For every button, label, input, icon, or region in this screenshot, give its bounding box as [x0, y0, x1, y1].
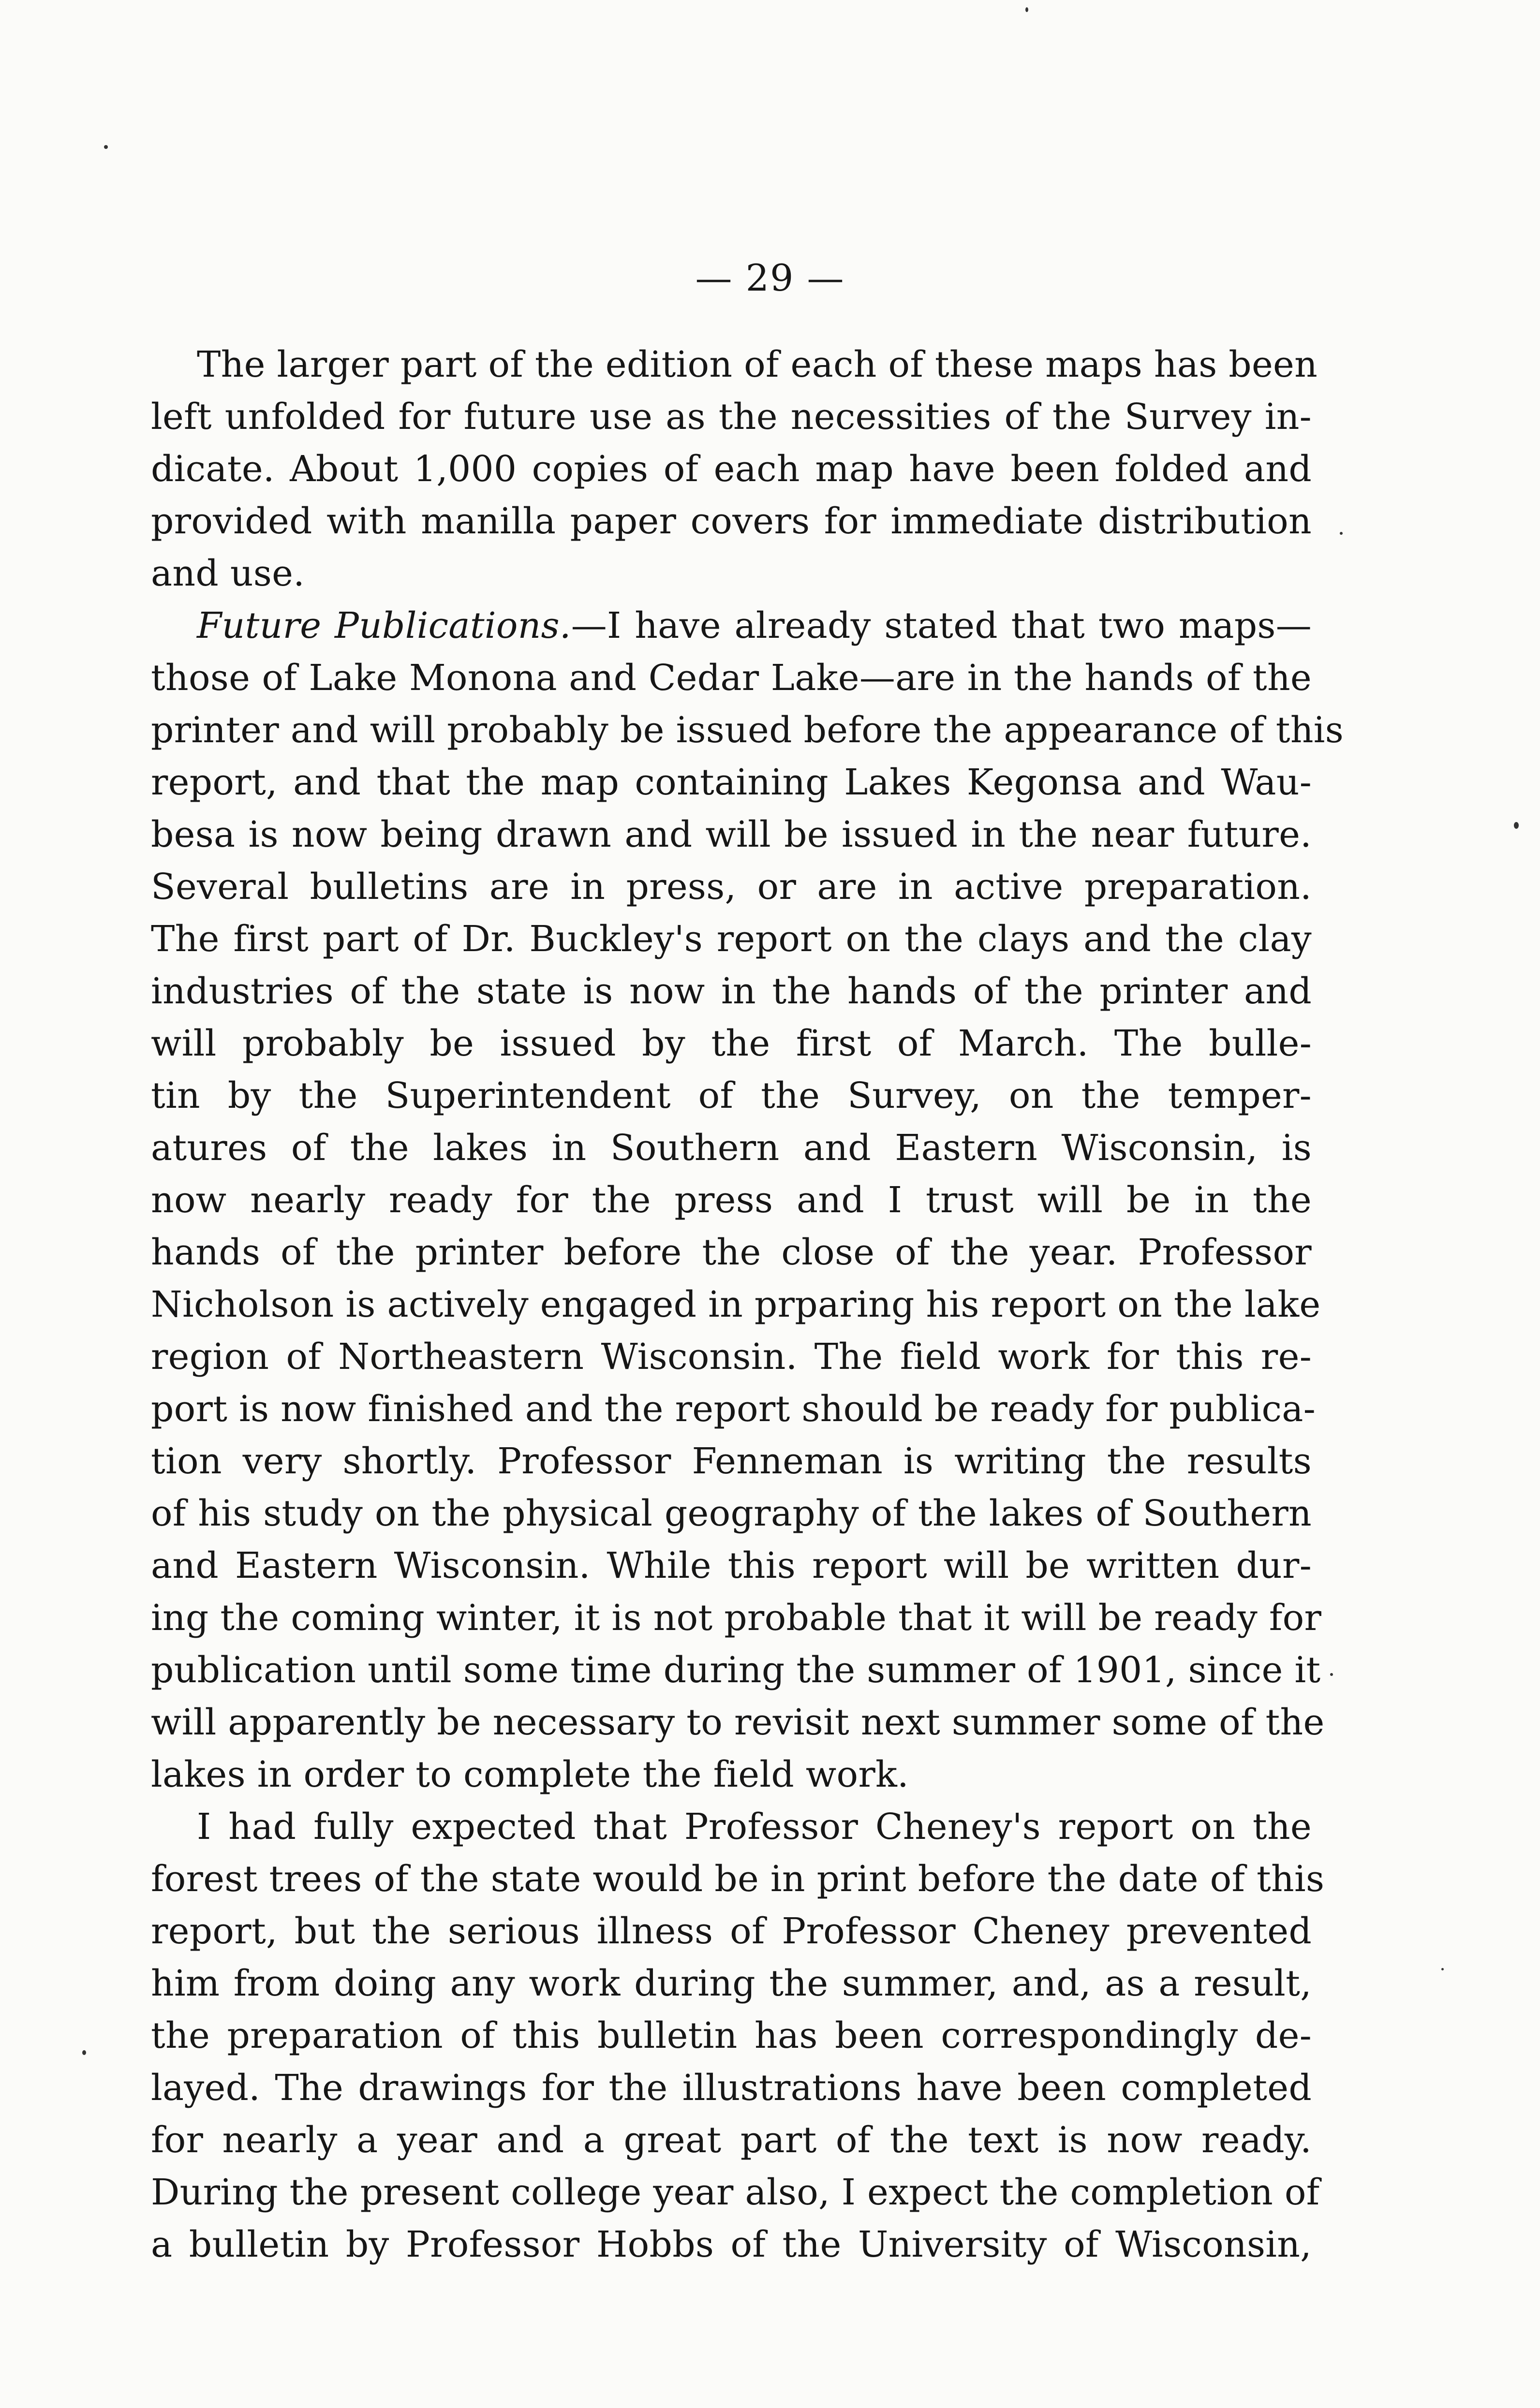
text-line [151, 443, 1312, 495]
line-text: lakes in order to complete the field work. [151, 1754, 909, 1795]
text-line [151, 495, 1312, 547]
line-text: hands of the printer before the close of the year. Professor [151, 1232, 1312, 1273]
line-text: will probably be issued by the first of March. The bulle- [151, 1023, 1312, 1064]
text-line [151, 913, 1312, 965]
line-text: port is now finished and the report should be ready for publica- [151, 1388, 1316, 1430]
text-line [151, 1070, 1312, 1122]
line-text: The first part of Dr. Buckley's report on the clays and the clay [151, 918, 1312, 960]
text-line [151, 1696, 1325, 1748]
text-line [151, 1435, 1312, 1487]
text-line [151, 1226, 1312, 1278]
line-text: him from doing any work during the summer, and, as a result, [151, 1963, 1312, 2004]
line-text: of his study on the physical geography of the lakes of Southern [151, 1493, 1312, 1534]
text-line [151, 2062, 1312, 2114]
text-line [151, 600, 1312, 652]
line-text: a bulletin by Professor Hobbs of the University of Wisconsin, [151, 2224, 1312, 2265]
line-text: besa is now being drawn and will be issued in the near future. [151, 814, 1312, 855]
text-line [151, 1748, 1312, 1801]
text-line [151, 547, 1312, 600]
line-text: atures of the lakes in Southern and Eastern Wisconsin, is [151, 1127, 1312, 1169]
line-text: Several bulletins are in press, or are in active preparation. [151, 866, 1312, 908]
line-text: tin by the Superintendent of the Survey, on the temper- [151, 1075, 1312, 1116]
text-line [151, 338, 1318, 391]
line-text: printer and will probably be issued before the appearance of this [151, 709, 1344, 751]
line-text: provided with manilla paper covers for immediate distribution [151, 500, 1312, 542]
line-text: During the present college year also, I expect the completion of [151, 2172, 1320, 2213]
line-text: region of Northeastern Wisconsin. The field work for this re- [151, 1336, 1312, 1378]
scan-speck [1330, 1673, 1333, 1676]
text-line [151, 861, 1312, 913]
text-line [151, 808, 1312, 861]
scan-speck [1441, 1968, 1444, 1970]
text-line [151, 756, 1312, 808]
line-text: dicate. About 1,000 copies of each map have been folded and [151, 448, 1312, 490]
text-line [151, 652, 1312, 704]
line-text: ing the coming winter, it is not probable that it will be ready for [151, 1597, 1322, 1639]
text-line [151, 1644, 1321, 1696]
scan-speck [82, 2050, 86, 2055]
line-text: industries of the state is now in the hands of the printer and [151, 970, 1312, 1012]
text-line [151, 965, 1312, 1017]
line-text: The larger part of the edition of each of these maps has been [197, 344, 1318, 385]
text-line [151, 1853, 1325, 1905]
scan-speck [1514, 822, 1519, 829]
text-line [151, 1592, 1322, 1644]
text-line [151, 1017, 1312, 1070]
text-line [151, 1801, 1312, 1853]
line-text: left unfolded for future use as the necessities of the Survey in- [151, 396, 1312, 438]
text-line [151, 1174, 1312, 1226]
text-line [151, 1905, 1312, 1957]
line-text: will apparently be necessary to revisit next summer some of the [151, 1702, 1325, 1743]
line-text: report, and that the map containing Lakes Kegonsa and Wau- [151, 762, 1312, 803]
text-line [151, 2218, 1312, 2271]
page-number: — 29 — [695, 256, 845, 299]
line-text: layed. The drawings for the illustrations have been completed [151, 2067, 1312, 2109]
line-text: —I have already stated that two maps— [571, 605, 1312, 646]
text-line [151, 704, 1344, 756]
text-line [151, 1278, 1321, 1331]
scan-speck [1025, 7, 1028, 12]
section-heading: Future Publications. [197, 605, 571, 646]
text-line [151, 1487, 1312, 1540]
text-line [151, 1383, 1316, 1435]
line-text: Nicholson is actively engaged in prparing his report on the lake [151, 1284, 1321, 1325]
scan-speck [104, 145, 108, 149]
body-text [151, 338, 1344, 2271]
line-text: and Eastern Wisconsin. While this report will be written dur- [151, 1545, 1312, 1586]
line-text: I had fully expected that Professor Cheney's report on the [197, 1806, 1312, 1848]
text-line [151, 2010, 1312, 2062]
text-line [151, 1122, 1312, 1174]
line-text: tion very shortly. Professor Fenneman is writing the results [151, 1440, 1312, 1482]
text-line [151, 1331, 1312, 1383]
text-line [151, 1540, 1312, 1592]
line-text: those of Lake Monona and Cedar Lake—are in the hands of the [151, 657, 1312, 699]
text-line [151, 1957, 1312, 2010]
line-text: forest trees of the state would be in print before the date of this [151, 1858, 1325, 1900]
line-text: the preparation of this bulletin has been correspondingly de- [151, 2015, 1312, 2056]
text-line [151, 2114, 1312, 2166]
line-text: report, but the serious illness of Professor Cheney prevented [151, 1910, 1312, 1952]
line-text: for nearly a year and a great part of the text is now ready. [151, 2119, 1312, 2161]
line-text: now nearly ready for the press and I trust will be in the [151, 1179, 1312, 1221]
line-text: and use. [151, 553, 305, 594]
line-text: publication until some time during the summer of 1901, since it [151, 1649, 1321, 1691]
scan-speck [1340, 532, 1343, 535]
text-line [151, 391, 1312, 443]
text-line [151, 2166, 1320, 2218]
